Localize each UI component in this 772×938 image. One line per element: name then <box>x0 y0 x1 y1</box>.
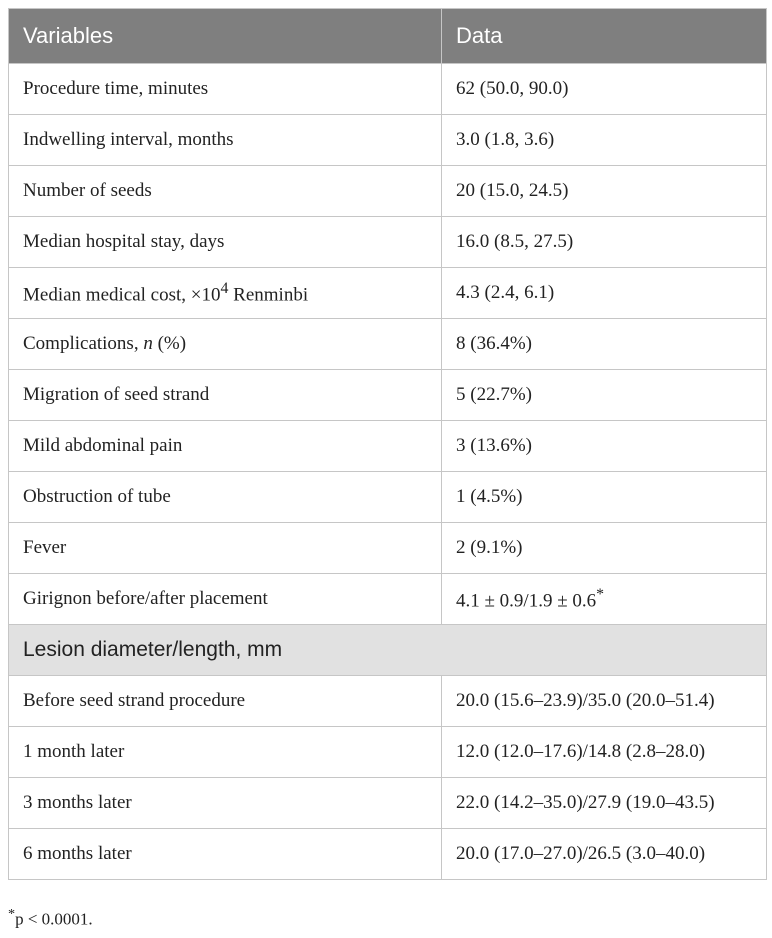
row-label: Fever <box>9 523 442 574</box>
header-variables: Variables <box>9 9 442 64</box>
row-label: Obstruction of tube <box>9 472 442 523</box>
row-label: Number of seeds <box>9 166 442 217</box>
table-row <box>9 268 767 319</box>
row-value: 22.0 (14.2–35.0)/27.9 (19.0–43.5) <box>442 778 767 829</box>
label-text: Median medical cost, ×10 <box>23 284 221 306</box>
header-data: Data <box>442 9 767 64</box>
table-row <box>9 115 767 166</box>
row-label: 6 months later <box>9 829 442 880</box>
table-header-row <box>9 9 767 64</box>
row-value: 20.0 (17.0–27.0)/26.5 (3.0–40.0) <box>442 829 767 880</box>
table-row <box>9 319 767 370</box>
table-row <box>9 472 767 523</box>
row-value: 3 (13.6%) <box>442 421 767 472</box>
row-value: 8 (36.4%) <box>442 319 767 370</box>
table-row <box>9 676 767 727</box>
row-label: Median hospital stay, days <box>9 217 442 268</box>
row-label: Girignon before/after placement <box>9 574 442 625</box>
row-value: 4.3 (2.4, 6.1) <box>442 268 767 319</box>
value-superscript: * <box>596 585 605 603</box>
row-value: 1 (4.5%) <box>442 472 767 523</box>
row-value: 16.0 (8.5, 27.5) <box>442 217 767 268</box>
row-label <box>9 268 442 319</box>
table-row <box>9 421 767 472</box>
row-label: 3 months later <box>9 778 442 829</box>
table-row <box>9 574 767 625</box>
row-label: Procedure time, minutes <box>9 64 442 115</box>
label-superscript: 4 <box>220 279 229 297</box>
table-row <box>9 370 767 421</box>
label-text: Complications, <box>23 333 144 354</box>
table-row <box>9 217 767 268</box>
table-row <box>9 778 767 829</box>
table-row <box>9 523 767 574</box>
table-row <box>9 166 767 217</box>
row-label: Before seed strand procedure <box>9 676 442 727</box>
row-label: Mild abdominal pain <box>9 421 442 472</box>
row-value: 12.0 (12.0–17.6)/14.8 (2.8–28.0) <box>442 727 767 778</box>
row-label <box>9 319 442 370</box>
footnote-marker: * <box>8 906 16 922</box>
row-value: 20 (15.0, 24.5) <box>442 166 767 217</box>
value-text: 4.1 ± 0.9/1.9 ± 0.6 <box>456 590 597 612</box>
label-text: Renminbi <box>228 284 309 306</box>
row-label: Migration of seed strand <box>9 370 442 421</box>
table-footnote <box>8 906 93 930</box>
row-label: 1 month later <box>9 727 442 778</box>
footnote-text: p < 0.0001. <box>15 909 93 929</box>
label-italic: n <box>143 333 153 354</box>
row-value <box>442 574 767 625</box>
label-text: (%) <box>152 333 187 354</box>
section-title: Lesion diameter/length, mm <box>9 625 767 676</box>
table-row <box>9 64 767 115</box>
row-value: 3.0 (1.8, 3.6) <box>442 115 767 166</box>
row-value: 2 (9.1%) <box>442 523 767 574</box>
results-table <box>8 8 767 880</box>
table-row <box>9 829 767 880</box>
row-value: 62 (50.0, 90.0) <box>442 64 767 115</box>
row-value: 20.0 (15.6–23.9)/35.0 (20.0–51.4) <box>442 676 767 727</box>
row-label: Indwelling interval, months <box>9 115 442 166</box>
section-header-row <box>9 625 767 676</box>
table-row <box>9 727 767 778</box>
row-value: 5 (22.7%) <box>442 370 767 421</box>
